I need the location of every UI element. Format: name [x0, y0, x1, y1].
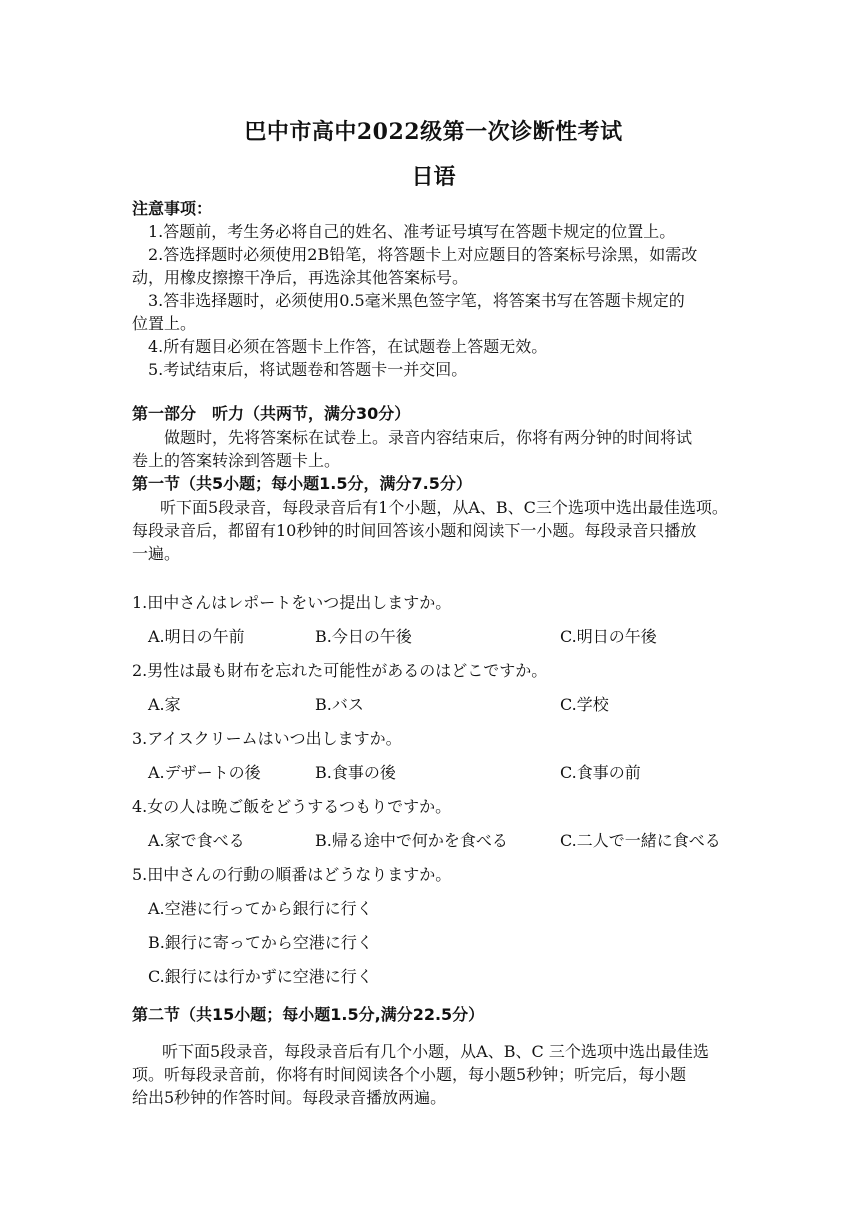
- option-b: B.今日の午後: [315, 627, 412, 646]
- part1-intro-line: 卷上的答案转涂到答题卡上。: [132, 451, 341, 470]
- question-stem: 1.田中さんはレポートをいつ提出しますか。: [132, 593, 452, 612]
- section1-heading: 第一节（共5小题；每小题1.5分，满分7.5分）: [132, 474, 472, 493]
- option-a: A.家: [148, 695, 181, 714]
- question-stem: 4.女の人は晩ご飯をどうするつもりですか。: [132, 797, 452, 816]
- notice-line: 5.考试结束后，将试题卷和答题卡一并交回。: [148, 360, 468, 379]
- option-b: B.食事の後: [315, 763, 396, 782]
- section1-intro-line: 每段录音后，都留有10秒钟的时间回答该小题和阅读下一小题。每段录音只播放: [132, 521, 697, 540]
- notice-heading: 注意事项：: [132, 199, 213, 218]
- part1-heading: 第一部分 听力（共两节，满分30分）: [132, 404, 411, 423]
- section2-intro-line: 给出5秒钟的作答时间。每段录音播放两遍。: [132, 1088, 447, 1107]
- option-b: B.帰る途中で何かを食べる: [315, 831, 508, 850]
- section2-heading: 第二节（共15小题；每小题1.5分,满分22.5分）: [132, 1005, 485, 1024]
- notice-line: 1.答题前，考生务必将自己的姓名、准考证号填写在答题卡规定的位置上。: [148, 222, 676, 241]
- question-stem: 2.男性は最も財布を忘れた可能性があるのはどこですか。: [132, 661, 548, 680]
- notice-line: 2.答选择题时必须使用2B铅笔，将答题卡上对应题目的答案标号涂黑，如需改: [148, 245, 698, 264]
- question-stem: 3.アイスクリームはいつ出しますか。: [132, 729, 402, 748]
- option-c: C.銀行には行かずに空港に行く: [148, 967, 373, 986]
- section2-intro-line: 听下面5段录音，每段录音后有几个小题，从A、B、C 三个选项中选出最佳选: [162, 1042, 709, 1061]
- option-b: B.バス: [315, 695, 364, 714]
- notice-line: 位置上。: [132, 314, 197, 333]
- exam-subject: 日语: [411, 164, 456, 190]
- option-a: A.明日の午前: [148, 627, 245, 646]
- option-a: A.デザートの後: [148, 763, 261, 782]
- option-a: A.空港に行ってから銀行に行く: [148, 899, 373, 918]
- section1-intro-line: 一遍。: [132, 544, 181, 563]
- notice-line: 动，用橡皮擦擦干净后，再选涂其他答案标号。: [132, 268, 469, 287]
- notice-line: 3.答非选择题时，必须使用0.5毫米黑色签字笔，将答案书写在答题卡规定的: [148, 291, 685, 310]
- part1-intro-line: 做题时，先将答案标在试卷上。录音内容结束后，你将有两分钟的时间将试: [164, 428, 693, 447]
- option-a: A.家で食べる: [148, 831, 245, 850]
- section2-intro-line: 项。听每段录音前，你将有时间阅读各个小题，每小题5秒钟；听完后，每小题: [132, 1065, 687, 1084]
- section1-intro-line: 听下面5段录音，每段录音后有1个小题，从A、B、C三个选项中选出最佳选项。: [160, 498, 728, 517]
- option-b: B.銀行に寄ってから空港に行く: [148, 933, 373, 952]
- option-c: C.二人で一緒に食べる: [560, 831, 721, 850]
- exam-title: 巴中市高中2022级第一次诊断性考试: [244, 119, 623, 145]
- question-stem: 5.田中さんの行動の順番はどうなりますか。: [132, 865, 452, 884]
- option-c: C.食事の前: [560, 763, 641, 782]
- notice-line: 4.所有题目必须在答题卡上作答，在试题卷上答题无效。: [148, 337, 548, 356]
- option-c: C.明日の午後: [560, 627, 657, 646]
- option-c: C.学校: [560, 695, 609, 714]
